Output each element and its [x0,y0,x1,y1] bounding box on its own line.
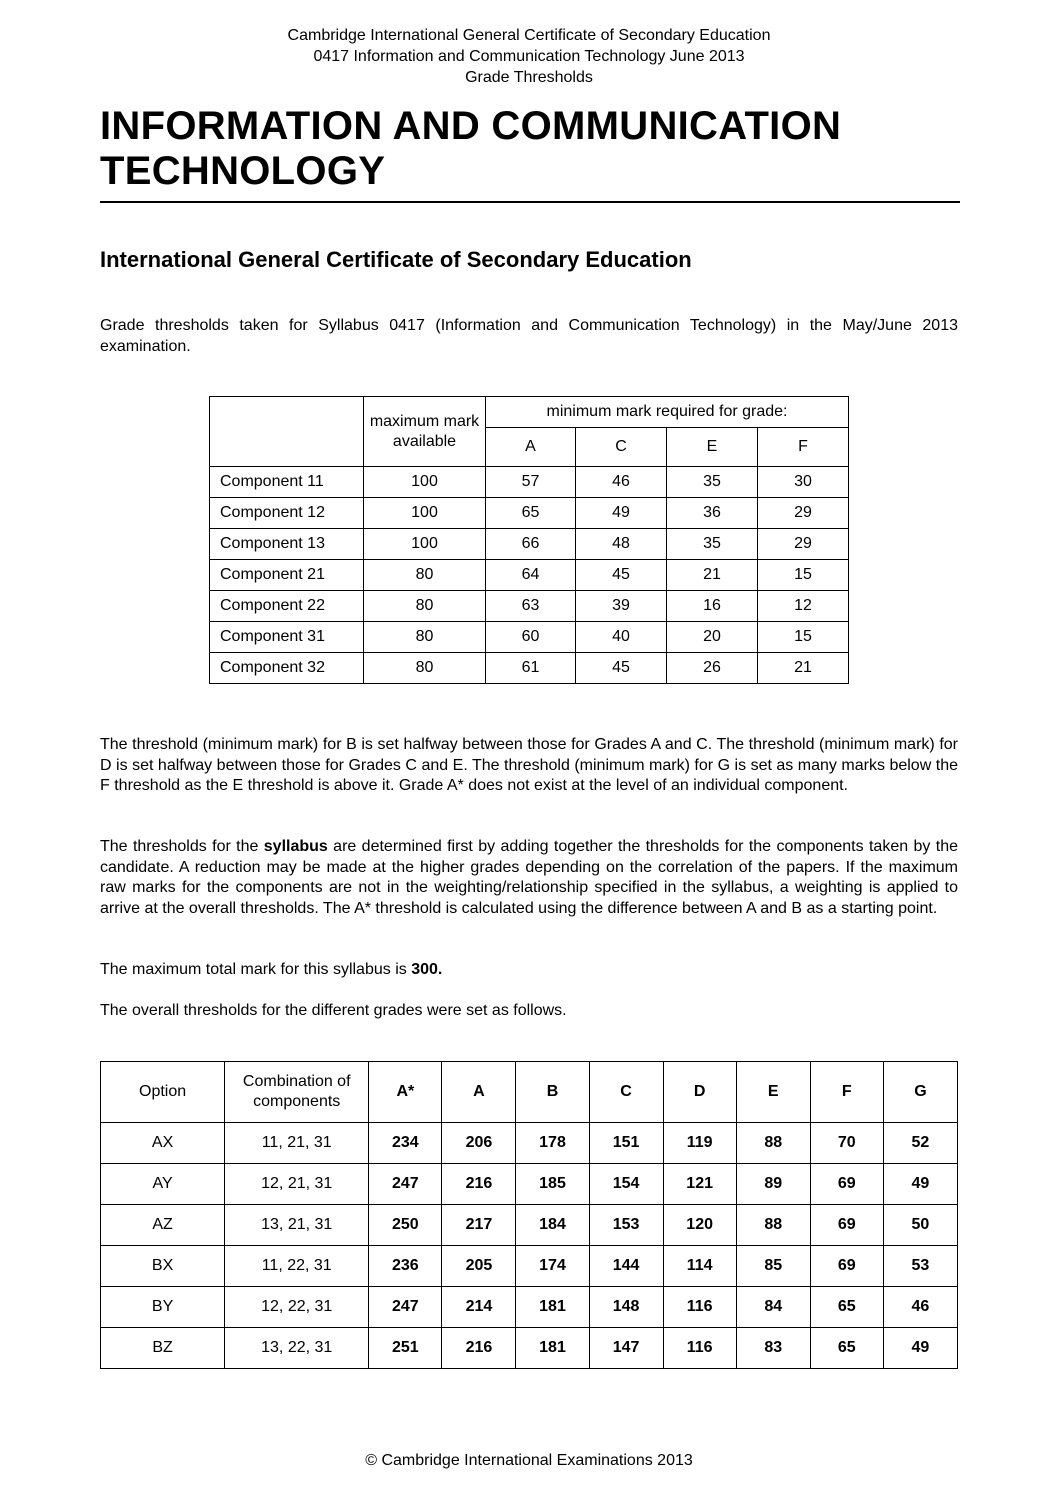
grade-F-cell: 15 [758,560,849,591]
grade-header: F [810,1062,883,1123]
threshold-value: 153 [589,1205,663,1246]
component-threshold-table [209,396,849,684]
grade-E-cell: 26 [667,653,758,684]
threshold-value: 88 [736,1205,810,1246]
table-row [101,1287,958,1328]
component-name: Component 11 [210,467,364,498]
combination-cell: 12, 22, 31 [225,1287,369,1328]
grade-E-cell: 35 [667,529,758,560]
threshold-value: 181 [516,1287,589,1328]
grade-header: A* [369,1062,442,1123]
copyright-footer: © Cambridge International Examinations 2013 [365,1452,693,1469]
grade-C-cell: 40 [576,622,667,653]
grade-A-cell: 64 [486,560,576,591]
grade-header: B [516,1062,589,1123]
combination-cell: 11, 21, 31 [225,1123,369,1164]
threshold-value: 52 [883,1123,957,1164]
grade-F-cell: 12 [758,591,849,622]
option-cell: AX [101,1123,225,1164]
max-mark-cell: 100 [364,529,486,560]
table-row [101,1328,958,1369]
grade-C-cell: 45 [576,653,667,684]
threshold-value: 65 [810,1287,883,1328]
threshold-value: 185 [516,1164,589,1205]
grade-A-cell: 61 [486,653,576,684]
option-cell: AY [101,1164,225,1205]
threshold-value: 236 [369,1246,442,1287]
grade-C-cell: 39 [576,591,667,622]
threshold-value: 69 [810,1205,883,1246]
max-mark-text: The maximum total mark for this syllabus is [100,961,412,978]
table-row [210,653,849,684]
threshold-value: 247 [369,1164,442,1205]
component-name: Component 22 [210,591,364,622]
min-mark-header: minimum mark required for grade: [486,397,849,428]
table-row [210,467,849,498]
grade-E-cell: 16 [667,591,758,622]
threshold-value: 174 [516,1246,589,1287]
threshold-value: 216 [442,1328,516,1369]
threshold-value: 205 [442,1246,516,1287]
grade-A-cell: 66 [486,529,576,560]
threshold-value: 50 [883,1205,957,1246]
page-title-line-2: TECHNOLOGY [100,149,386,193]
table-row [210,498,849,529]
grade-C-cell: 49 [576,498,667,529]
component-name: Component 32 [210,653,364,684]
threshold-value: 89 [736,1164,810,1205]
threshold-value: 119 [663,1123,736,1164]
grade-A-cell: 60 [486,622,576,653]
threshold-value: 70 [810,1123,883,1164]
grade-C-cell: 46 [576,467,667,498]
grade-F-cell: 21 [758,653,849,684]
option-cell: BY [101,1287,225,1328]
component-name: Component 31 [210,622,364,653]
combination-cell: 11, 22, 31 [225,1246,369,1287]
grade-C-cell: 45 [576,560,667,591]
grade-A-cell: 65 [486,498,576,529]
corner-cell [210,397,364,467]
table-row [210,560,849,591]
max-mark-header: maximum mark available [364,397,486,467]
overall-paragraph: The overall thresholds for the different grades were set as follows. [100,1002,567,1019]
grade-F-cell: 30 [758,467,849,498]
option-cell: BX [101,1246,225,1287]
grade-header-F: F [758,428,849,467]
grade-E-cell: 36 [667,498,758,529]
title-rule [100,201,960,203]
threshold-value: 251 [369,1328,442,1369]
max-mark-cell: 80 [364,591,486,622]
table-row [210,622,849,653]
max-mark-cell: 100 [364,498,486,529]
grade-C-cell: 48 [576,529,667,560]
header-line-2: 0417 Information and Communication Technology June 2013 [313,48,745,65]
page-title [100,104,960,194]
table-row [101,1164,958,1205]
grade-header-A: A [486,428,576,467]
threshold-value: 121 [663,1164,736,1205]
table-row [101,1205,958,1246]
combination-cell: 13, 21, 31 [225,1205,369,1246]
grade-E-cell: 21 [667,560,758,591]
threshold-value: 116 [663,1287,736,1328]
threshold-value: 184 [516,1205,589,1246]
threshold-value: 206 [442,1123,516,1164]
grade-A-cell: 57 [486,467,576,498]
threshold-value: 85 [736,1246,810,1287]
subtitle: International General Certificate of Secondary Education [100,247,692,272]
grade-E-cell: 35 [667,467,758,498]
threshold-value: 234 [369,1123,442,1164]
option-cell: AZ [101,1205,225,1246]
threshold-value: 216 [442,1164,516,1205]
component-name: Component 13 [210,529,364,560]
max-mark-value: 300. [411,961,443,978]
table-row [210,591,849,622]
threshold-value: 84 [736,1287,810,1328]
combination-header: Combination of components [225,1062,369,1123]
table-row [101,1123,958,1164]
threshold-value: 178 [516,1123,589,1164]
max-mark-cell: 80 [364,653,486,684]
threshold-value: 151 [589,1123,663,1164]
max-mark-cell: 80 [364,622,486,653]
grade-A-cell: 63 [486,591,576,622]
threshold-value: 83 [736,1328,810,1369]
grade-header: E [736,1062,810,1123]
threshold-value: 116 [663,1328,736,1369]
threshold-value: 181 [516,1328,589,1369]
table-row [210,529,849,560]
threshold-value: 247 [369,1287,442,1328]
grade-header-E: E [667,428,758,467]
syllabus-text-before: The thresholds for the [100,838,264,855]
grade-header: A [442,1062,516,1123]
option-cell: BZ [101,1328,225,1369]
threshold-value: 147 [589,1328,663,1369]
combination-cell: 13, 22, 31 [225,1328,369,1369]
syllabus-text-after: are determined first by adding together the thresholds for the components taken by the candidate. A reduction may be made at the higher grades depending on the correlation of the papers. If the maximum raw marks for the components are not in the weighting/relationship specified in the syllabus, a weighting is applied to arrive at the overall thresholds. The A* threshold is calculated using the difference between A and B as a starting point. [100,838,958,917]
component-name: Component 21 [210,560,364,591]
option-header: Option [101,1062,225,1123]
threshold-value: 120 [663,1205,736,1246]
grade-E-cell: 20 [667,622,758,653]
threshold-value: 214 [442,1287,516,1328]
threshold-value: 69 [810,1246,883,1287]
threshold-value: 53 [883,1246,957,1287]
threshold-value: 49 [883,1164,957,1205]
header-line-3: Grade Thresholds [465,69,593,86]
threshold-paragraph: The threshold (minimum mark) for B is set halfway between those for Grades A and C. The threshold (minimum mark) for D is set halfway between those for Grades C and E. The threshold (minimum mark) for G is set as many marks below the F threshold as the E threshold is above it. Grade A* does not exist at the level of an individual component. [100,736,958,794]
combination-cell: 12, 21, 31 [225,1164,369,1205]
threshold-value: 49 [883,1328,957,1369]
threshold-value: 46 [883,1287,957,1328]
grade-header-C: C [576,428,667,467]
page-title-line-1: INFORMATION AND COMMUNICATION [100,104,842,148]
threshold-value: 217 [442,1205,516,1246]
max-mark-cell: 80 [364,560,486,591]
component-name: Component 12 [210,498,364,529]
threshold-value: 88 [736,1123,810,1164]
threshold-value: 69 [810,1164,883,1205]
threshold-value: 148 [589,1287,663,1328]
grade-F-cell: 29 [758,498,849,529]
grade-F-cell: 29 [758,529,849,560]
syllabus-text-bold: syllabus [263,838,328,855]
max-mark-paragraph [100,960,958,981]
threshold-value: 144 [589,1246,663,1287]
syllabus-paragraph [100,837,958,919]
overall-threshold-table [100,1061,958,1369]
grade-header: D [663,1062,736,1123]
threshold-value: 65 [810,1328,883,1369]
grade-header: C [589,1062,663,1123]
table-row [101,1246,958,1287]
threshold-value: 250 [369,1205,442,1246]
header-line-1: Cambridge International General Certificate of Secondary Education [287,27,771,44]
threshold-value: 114 [663,1246,736,1287]
grade-header: G [883,1062,957,1123]
intro-paragraph: Grade thresholds taken for Syllabus 0417 (Information and Communication Technology) in the May/June 2013 examination. [100,317,958,355]
max-mark-cell: 100 [364,467,486,498]
threshold-value: 154 [589,1164,663,1205]
grade-F-cell: 15 [758,622,849,653]
